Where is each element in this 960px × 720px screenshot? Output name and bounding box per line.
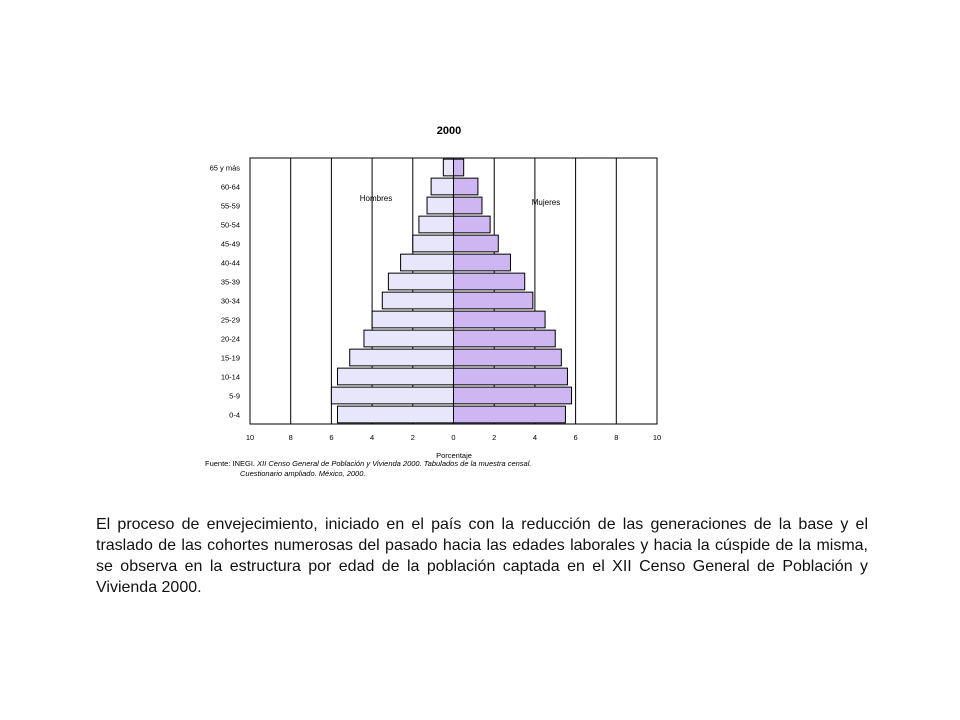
bar-mujeres — [454, 273, 525, 290]
source-label: Fuente: INEGI. — [205, 459, 256, 468]
bar-hombres — [338, 406, 454, 423]
bar-mujeres — [454, 292, 533, 309]
x-tick-label: 4 — [532, 433, 537, 442]
chart-title: 2000 — [436, 125, 462, 137]
x-tick-label: 0 — [451, 433, 456, 442]
y-tick-label: 35-39 — [220, 277, 240, 287]
bar-mujeres — [454, 311, 546, 328]
y-tick-label: 60-64 — [220, 182, 240, 192]
x-tick-label: 4 — [370, 433, 375, 442]
bar-mujeres — [454, 254, 511, 271]
bar-mujeres — [454, 216, 491, 233]
bar-mujeres — [454, 197, 482, 214]
bar-mujeres — [454, 349, 562, 366]
bar-hombres — [401, 254, 454, 271]
body-paragraph: El proceso de envejecimiento, iniciado en el país con la reducción de las generaciones de la base y el traslado de las cohortes numerosas del pasado hacia las edades laborales y hacia la cúspide de la misma, se observa en la estructura por edad de la población captada en el XII Censo General de Población y Vivienda 2000. — [96, 516, 868, 596]
y-tick-label: 55-59 — [220, 201, 240, 211]
bar-hombres — [350, 349, 454, 366]
y-tick-label: 65 y más — [209, 163, 240, 173]
x-axis-tick-labels — [246, 433, 661, 442]
bar-hombres — [431, 178, 453, 195]
y-tick-label: 20-24 — [220, 334, 240, 344]
y-axis-labels — [210, 164, 241, 420]
y-tick-label: 30-34 — [220, 296, 240, 306]
legend-mujeres: Mujeres — [531, 198, 561, 207]
bar-hombres — [364, 330, 454, 347]
y-tick-label: 5-9 — [229, 391, 240, 401]
bar-hombres — [372, 311, 453, 328]
x-tick-label: 6 — [573, 433, 578, 442]
bar-hombres — [419, 216, 454, 233]
bar-mujeres — [454, 235, 499, 252]
y-tick-label: 0-4 — [229, 410, 240, 420]
source-note — [205, 459, 665, 479]
bar-mujeres — [454, 387, 572, 404]
bar-mujeres — [454, 330, 556, 347]
y-tick-label: 15-19 — [220, 353, 240, 363]
y-tick-label: 25-29 — [220, 315, 240, 325]
x-tick-label: 10 — [245, 433, 255, 442]
x-tick-label: 6 — [329, 433, 334, 442]
x-tick-label: 2 — [410, 433, 415, 442]
bar-mujeres — [454, 406, 566, 423]
bar-hombres — [427, 197, 453, 214]
bar-hombres — [338, 368, 454, 385]
x-tick-label: 10 — [652, 433, 662, 442]
bar-mujeres — [454, 368, 568, 385]
source-line-1: XII Censo General de Población y Vivienda 2000. Tabulados de la muestra censal. — [257, 459, 532, 468]
legend-hombres: Hombres — [359, 194, 393, 203]
bar-hombres — [413, 235, 454, 252]
y-tick-label: 10-14 — [220, 372, 240, 382]
x-tick-label: 2 — [492, 433, 497, 442]
bar-hombres — [388, 273, 453, 290]
bar-hombres — [331, 387, 453, 404]
source-line-2: Cuestionario ampliado. México, 2000. — [240, 469, 366, 478]
bar-mujeres — [454, 178, 478, 195]
x-axis-label: Porcentaje — [436, 451, 472, 460]
y-tick-label: 45-49 — [220, 239, 240, 249]
x-tick-label: 8 — [614, 433, 619, 442]
bar-mujeres — [454, 159, 464, 176]
bar-hombres — [443, 159, 453, 176]
bar-hombres — [382, 292, 453, 309]
x-tick-label: 8 — [288, 433, 293, 442]
y-tick-label: 50-54 — [220, 220, 240, 230]
y-tick-label: 40-44 — [220, 258, 240, 268]
